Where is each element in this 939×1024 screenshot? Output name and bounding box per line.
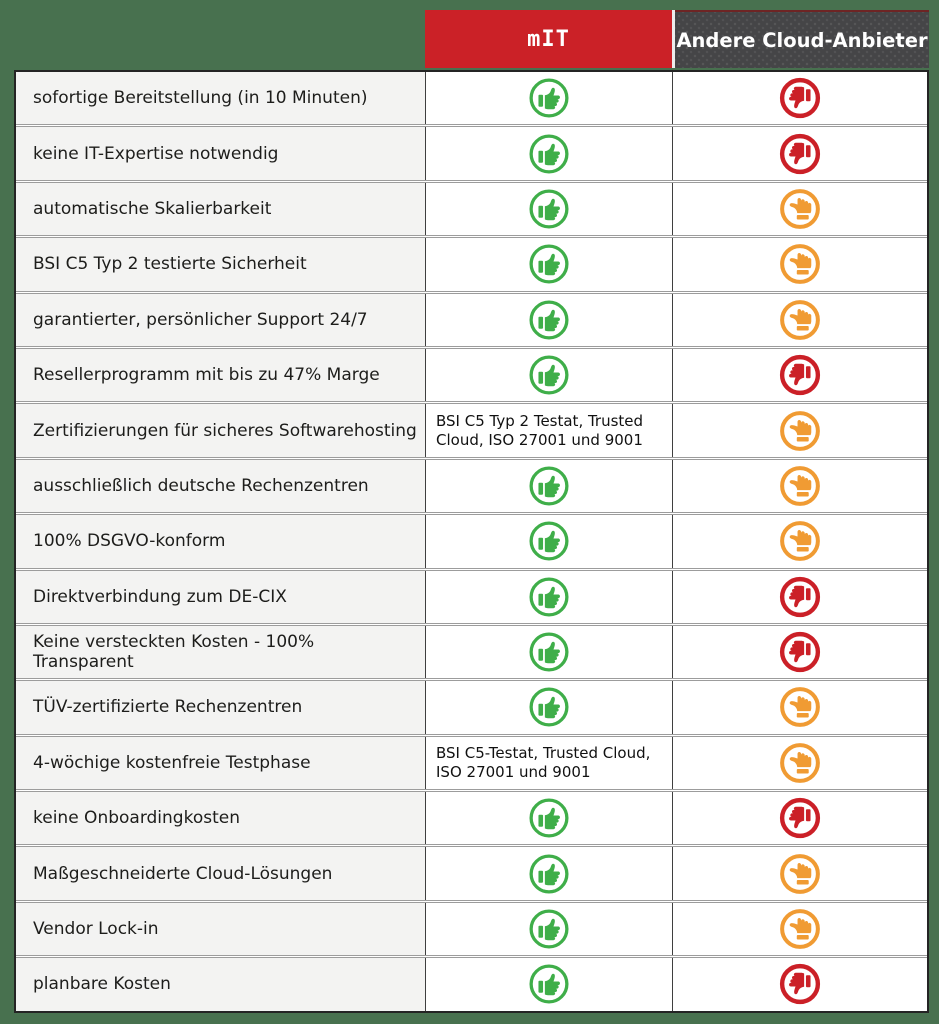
andere-cell <box>672 737 927 789</box>
feature-label: BSI C5 Typ 2 testierte Sicherheit <box>16 238 425 290</box>
thumb-up-icon <box>527 852 571 896</box>
andere-cell <box>672 515 927 567</box>
thumb-up-icon <box>527 907 571 951</box>
mit-cell <box>425 847 672 899</box>
thumb-down-icon <box>778 630 822 674</box>
mit-cell <box>425 404 672 456</box>
thumb-sideways-icon <box>778 298 822 342</box>
thumb-up-icon <box>527 353 571 397</box>
andere-cell <box>672 404 927 456</box>
andere-cell <box>672 792 927 844</box>
comparison-table-body <box>14 70 929 1013</box>
thumb-sideways-icon <box>778 242 822 286</box>
andere-cell <box>672 571 927 623</box>
mit-cell <box>425 349 672 401</box>
mit-cell <box>425 183 672 235</box>
mit-cell <box>425 515 672 567</box>
andere-cell <box>672 127 927 179</box>
andere-cell <box>672 294 927 346</box>
feature-label: planbare Kosten <box>16 958 425 1010</box>
feature-label: garantierter, persönlicher Support 24/7 <box>16 294 425 346</box>
andere-cell <box>672 626 927 678</box>
thumb-up-icon <box>527 132 571 176</box>
mit-cell <box>425 571 672 623</box>
table-row <box>16 459 927 513</box>
andere-cell <box>672 903 927 955</box>
feature-label: TÜV-zertifizierte Rechenzentren <box>16 681 425 733</box>
table-row <box>16 957 927 1010</box>
thumb-down-icon <box>778 962 822 1006</box>
certification-text: BSI C5 Typ 2 Testat, Trusted Cloud, ISO 27001 und 9001 <box>436 411 644 449</box>
mit-cell <box>425 460 672 512</box>
feature-label: 100% DSGVO-konform <box>16 515 425 567</box>
feature-label: Zertifizierungen für sicheres Softwarehosting <box>16 404 425 456</box>
thumb-down-icon <box>778 132 822 176</box>
feature-label: Direktverbindung zum DE-CIX <box>16 571 425 623</box>
thumb-down-icon <box>778 575 822 619</box>
feature-label: automatische Skalierbarkeit <box>16 183 425 235</box>
table-row <box>16 514 927 568</box>
mit-cell <box>425 626 672 678</box>
feature-label: Maßgeschneiderte Cloud-Lösungen <box>16 847 425 899</box>
feature-label: Vendor Lock-in <box>16 903 425 955</box>
andere-cell <box>672 349 927 401</box>
thumb-sideways-icon <box>778 852 822 896</box>
thumb-sideways-icon <box>778 685 822 729</box>
table-row <box>16 293 927 347</box>
feature-label: 4-wöchige kostenfreie Testphase <box>16 737 425 789</box>
table-row <box>16 126 927 180</box>
header-spacer <box>14 10 425 68</box>
thumb-up-icon <box>527 242 571 286</box>
thumb-up-icon <box>527 298 571 342</box>
thumb-sideways-icon <box>778 741 822 785</box>
table-row <box>16 902 927 956</box>
thumb-up-icon <box>527 575 571 619</box>
thumb-up-icon <box>527 796 571 840</box>
andere-cell <box>672 681 927 733</box>
thumb-sideways-icon <box>778 519 822 563</box>
table-row <box>16 680 927 734</box>
thumb-up-icon <box>527 76 571 120</box>
table-row <box>16 348 927 402</box>
thumb-down-icon <box>778 353 822 397</box>
mit-cell <box>425 294 672 346</box>
feature-label: Keine versteckten Kosten - 100% Transparent <box>16 626 425 678</box>
feature-label: sofortige Bereitstellung (in 10 Minuten) <box>16 72 425 124</box>
mit-cell <box>425 792 672 844</box>
table-header <box>14 10 929 68</box>
thumb-sideways-icon <box>778 187 822 231</box>
thumb-up-icon <box>527 685 571 729</box>
mit-cell <box>425 958 672 1010</box>
thumb-up-icon <box>527 630 571 674</box>
andere-cell <box>672 460 927 512</box>
table-row <box>16 237 927 291</box>
table-row <box>16 625 927 679</box>
mit-cell <box>425 903 672 955</box>
table-row <box>16 403 927 457</box>
table-row <box>16 846 927 900</box>
thumb-up-icon <box>527 962 571 1006</box>
andere-cell <box>672 958 927 1010</box>
thumb-up-icon <box>527 519 571 563</box>
andere-cell <box>672 847 927 899</box>
table-row <box>16 72 927 125</box>
mit-cell <box>425 737 672 789</box>
andere-cell <box>672 183 927 235</box>
thumb-sideways-icon <box>778 464 822 508</box>
mit-cell <box>425 72 672 124</box>
mit-cell <box>425 127 672 179</box>
feature-label: keine IT-Expertise notwendig <box>16 127 425 179</box>
thumb-up-icon <box>527 464 571 508</box>
thumb-down-icon <box>778 76 822 120</box>
feature-label: keine Onboardingkosten <box>16 792 425 844</box>
table-row <box>16 736 927 790</box>
header-andere-cloud-anbieter: Andere Cloud-Anbieter <box>675 10 929 68</box>
mit-cell <box>425 238 672 290</box>
thumb-sideways-icon <box>778 907 822 951</box>
andere-cell <box>672 238 927 290</box>
thumb-down-icon <box>778 796 822 840</box>
andere-cell <box>672 72 927 124</box>
thumb-up-icon <box>527 187 571 231</box>
table-row <box>16 570 927 624</box>
header-mit: mIT <box>425 10 672 68</box>
table-row <box>16 182 927 236</box>
thumb-sideways-icon <box>778 409 822 453</box>
feature-label: Resellerprogramm mit bis zu 47% Marge <box>16 349 425 401</box>
certification-text: BSI C5-Testat, Trusted Cloud, ISO 27001 und 9001 <box>436 744 651 781</box>
feature-label: ausschließlich deutsche Rechenzentren <box>16 460 425 512</box>
mit-cell <box>425 681 672 733</box>
table-row <box>16 791 927 845</box>
